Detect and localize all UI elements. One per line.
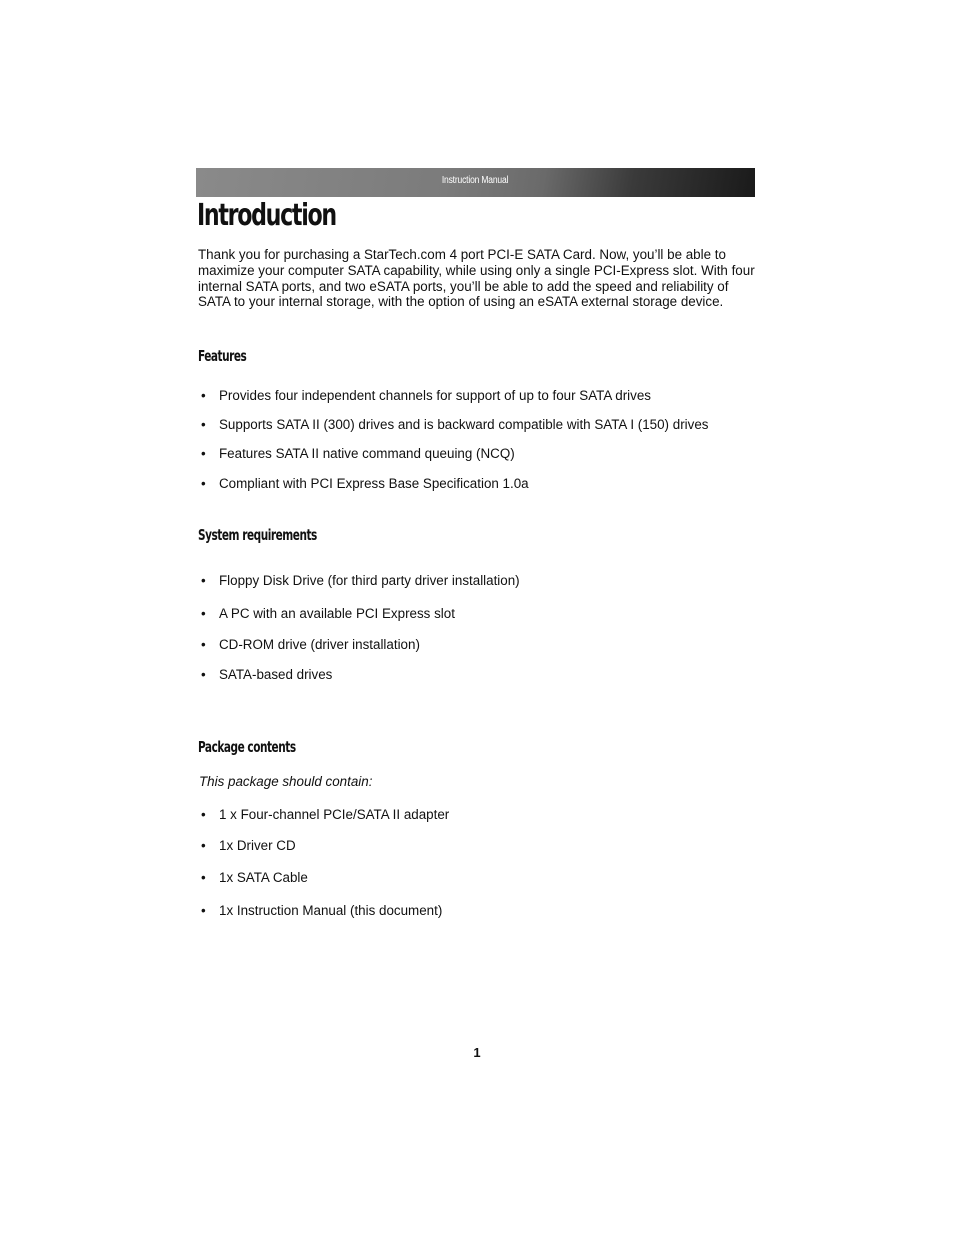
list-item bbox=[201, 807, 449, 823]
list-item bbox=[201, 417, 708, 433]
list-item bbox=[201, 446, 515, 462]
bullet-icon: • bbox=[201, 606, 206, 621]
list-item bbox=[201, 667, 332, 683]
bullet-icon: • bbox=[201, 870, 206, 885]
bullet-icon: • bbox=[201, 417, 206, 432]
package-heading: Package contents bbox=[198, 738, 296, 756]
list-item-text: A PC with an available PCI Express slot bbox=[219, 606, 455, 621]
list-item-text: Compliant with PCI Express Base Specification 1.0a bbox=[219, 476, 529, 491]
bullet-icon: • bbox=[201, 388, 206, 403]
list-item-text: Supports SATA II (300) drives and is backward compatible with SATA I (150) drives bbox=[219, 417, 709, 432]
list-item-text: Floppy Disk Drive (for third party driver installation) bbox=[219, 573, 520, 588]
page-title: Introduction bbox=[197, 198, 336, 233]
list-item bbox=[201, 388, 651, 404]
bullet-icon: • bbox=[201, 476, 206, 491]
bullet-icon: • bbox=[201, 573, 206, 588]
list-item bbox=[201, 870, 308, 886]
list-item bbox=[201, 637, 420, 653]
bullet-icon: • bbox=[201, 903, 206, 918]
bullet-icon: • bbox=[201, 667, 206, 682]
package-note: This package should contain: bbox=[199, 774, 373, 789]
list-item bbox=[201, 476, 529, 492]
list-item-text: 1x Instruction Manual (this document) bbox=[219, 903, 443, 918]
list-item-text: SATA-based drives bbox=[219, 667, 333, 682]
intro-paragraph: Thank you for purchasing a StarTech.com 4 port PCI-E SATA Card. Now, you’ll be able to maximize your computer SATA capability, while using only a single PCI-Express slot. With four internal SATA ports, and two eSATA ports, you’ll be able to add the speed and reliability of SATA to your internal storage, with the option of using an eSATA external storage device. bbox=[198, 247, 755, 310]
list-item-text: 1x Driver CD bbox=[219, 838, 296, 853]
features-heading: Features bbox=[198, 347, 247, 365]
bullet-icon: • bbox=[201, 446, 206, 461]
bullet-icon: • bbox=[201, 838, 206, 853]
bullet-icon: • bbox=[201, 807, 206, 822]
header-bar bbox=[196, 168, 755, 197]
bullet-icon: • bbox=[201, 637, 206, 652]
list-item bbox=[201, 606, 455, 622]
list-item-text: Provides four independent channels for support of up to four SATA drives bbox=[219, 388, 651, 403]
list-item-text: CD-ROM drive (driver installation) bbox=[219, 637, 420, 652]
list-item-text: Features SATA II native command queuing (NCQ) bbox=[219, 446, 515, 461]
list-item-text: 1x SATA Cable bbox=[219, 870, 308, 885]
list-item-text: 1 x Four-channel PCIe/SATA II adapter bbox=[219, 807, 450, 822]
header-label: Instruction Manual bbox=[442, 175, 509, 186]
list-item bbox=[201, 573, 520, 589]
list-item bbox=[201, 838, 296, 854]
list-item bbox=[201, 903, 442, 919]
requirements-heading: System requirements bbox=[198, 526, 317, 544]
page-number: 1 bbox=[473, 1045, 481, 1060]
